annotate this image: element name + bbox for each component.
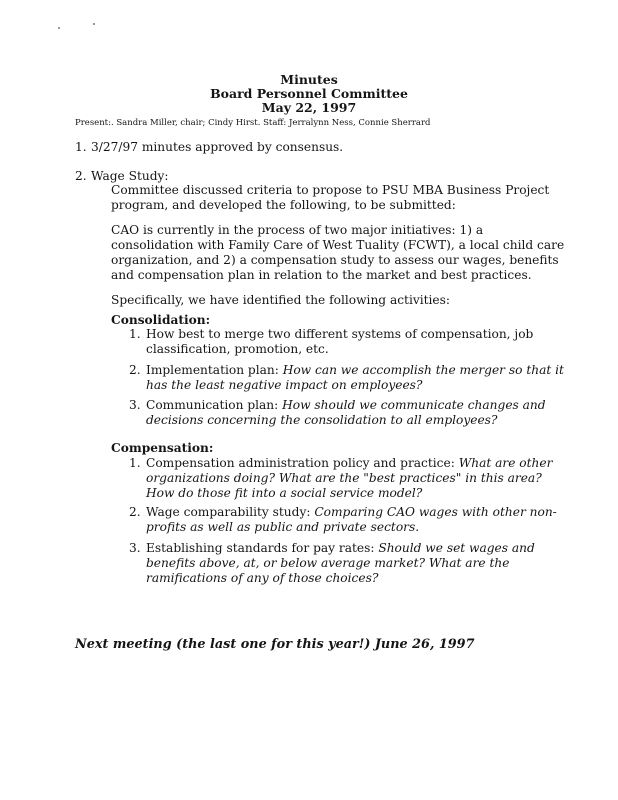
paragraph-line: Specifically, we have identified the following activities: [111, 293, 451, 307]
list-item-line [146, 456, 552, 471]
scan-speck [93, 23, 95, 25]
list-item-question: organizations doing? What are the "best practices" in this area? [146, 471, 542, 485]
list-item-lead: Compensation administration policy and practice: [146, 456, 459, 470]
document-title: Minutes [280, 72, 338, 87]
paragraph-line: consolidation with Family Care of West Tuality (FCWT), a local child care [111, 238, 565, 252]
paragraph-line: organization, and 2) a compensation study to assess our wages, benefits [111, 253, 559, 267]
paragraph-line: CAO is currently in the process of two major initiatives: 1) a [111, 223, 484, 237]
list-item-question: How do those fit into a social service model? [146, 486, 423, 500]
list-number: 2. [129, 363, 141, 377]
list-item-line [146, 505, 557, 520]
list-item-line [146, 363, 564, 378]
attendees-line: Present:. Sandra Miller, chair; Cindy Hirst. Staff: Jerralynn Ness, Connie Sherrard [75, 118, 431, 128]
list-item-question: Should we set wages and [378, 541, 535, 555]
section-heading: Compensation: [111, 441, 214, 455]
list-item-lead: Wage comparability study: [146, 505, 315, 519]
list-item-question: What are other [458, 456, 553, 470]
list-number: 1. [129, 456, 141, 470]
scan-speck [58, 27, 60, 29]
item-heading: Wage Study: [91, 169, 169, 183]
list-item-line: How best to merge two different systems of compensation, job [146, 327, 534, 341]
list-item-question: How should we communicate changes and [282, 398, 546, 412]
list-item-lead: Communication plan: [146, 398, 283, 412]
committee-name: Board Personnel Committee [210, 86, 408, 101]
next-meeting-note: Next meeting (the last one for this year!) June 26, 1997 [75, 637, 475, 652]
list-number: 3. [129, 541, 141, 555]
list-item-question: has the least negative impact on employees? [146, 378, 423, 392]
paragraph-line: Committee discussed criteria to propose to PSU MBA Business Project [111, 183, 550, 197]
list-item-question: ramifications of any of those choices? [146, 571, 379, 585]
list-item-line: classification, promotion, etc. [146, 342, 329, 356]
paragraph-line: and compensation plan in relation to the market and best practices. [111, 268, 532, 282]
list-item-line [146, 541, 535, 556]
list-item-lead: Establishing standards for pay rates: [146, 541, 379, 555]
paragraph-line: program, and developed the following, to be submitted: [111, 198, 456, 212]
item-text: 3/27/97 minutes approved by consensus. [91, 140, 344, 154]
item-number: 1. [75, 140, 87, 154]
item-number: 2. [75, 169, 87, 183]
list-item-question: How can we accomplish the merger so that it [282, 363, 564, 377]
list-item-question: Comparing CAO wages with other non- [314, 505, 557, 519]
list-item-question: decisions concerning the consolidation to all employees? [146, 413, 498, 427]
list-number: 1. [129, 327, 141, 341]
list-item-question: benefits above, at, or below average market? What are the [146, 556, 510, 570]
list-item-lead: Implementation plan: [146, 363, 283, 377]
list-item-question: profits as well as public and private sectors. [146, 520, 420, 534]
list-item-line [146, 398, 546, 413]
list-number: 2. [129, 505, 141, 519]
section-heading: Consolidation: [111, 313, 211, 327]
list-number: 3. [129, 398, 141, 412]
meeting-date: May 22, 1997 [261, 100, 357, 115]
